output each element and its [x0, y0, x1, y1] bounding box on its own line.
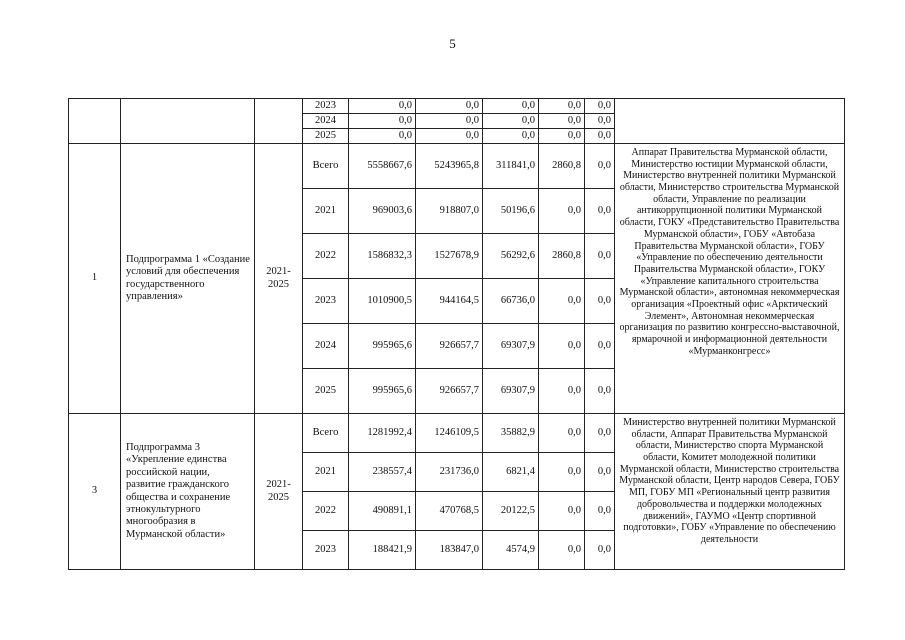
subprogram-name: Подпрограмма 1 «Создание условий для обеспечения государственного управления»	[121, 144, 255, 414]
year-cell: 2023	[303, 279, 349, 324]
regional-budget-cell: 944164,5	[416, 279, 483, 324]
table-row	[69, 99, 845, 114]
empty-name-cell	[121, 99, 255, 144]
other-sources-cell: 0,0	[585, 492, 615, 531]
total-cell: 238557,4	[349, 453, 416, 492]
local-budget-cell: 2860,8	[539, 144, 585, 189]
federal-budget-cell: 69307,9	[483, 369, 539, 414]
total-cell: 0,0	[349, 114, 416, 129]
table-row	[69, 144, 845, 189]
implementation-term: 2021-2025	[255, 414, 303, 570]
other-sources-cell: 0,0	[585, 369, 615, 414]
local-budget-cell: 0,0	[539, 453, 585, 492]
regional-budget-cell: 5243965,8	[416, 144, 483, 189]
total-cell: 188421,9	[349, 531, 416, 570]
other-sources-cell: 0,0	[585, 99, 615, 114]
row-number: 3	[69, 414, 121, 570]
year-cell: 2021	[303, 453, 349, 492]
federal-budget-cell: 56292,6	[483, 234, 539, 279]
total-cell: 1010900,5	[349, 279, 416, 324]
total-cell: 1281992,4	[349, 414, 416, 453]
regional-budget-cell: 1527678,9	[416, 234, 483, 279]
local-budget-cell: 0,0	[539, 189, 585, 234]
regional-budget-cell: 926657,7	[416, 324, 483, 369]
year-cell: 2023	[303, 531, 349, 570]
executors-cell: Министерство внутренней политики Мурманской области, Аппарат Правительства Мурманской области, Министерство спорта Мурманской области, Комитет молодежной политики Мурманской области, Министерство строительства Мурманской области, Центр народов Севера, ГОБУ МП, ГОБУ МП «Региональный центр развития добровольчества и поддержки молодежных движений», ГАУМО «Центр спортивной подготовки», ГОБУ «Управление по обеспечению деятельности	[615, 414, 845, 570]
year-cell: 2025	[303, 369, 349, 414]
row-number: 1	[69, 144, 121, 414]
budget-table	[68, 98, 845, 570]
local-budget-cell: 0,0	[539, 99, 585, 114]
other-sources-cell: 0,0	[585, 144, 615, 189]
other-sources-cell: 0,0	[585, 129, 615, 144]
local-budget-cell: 0,0	[539, 492, 585, 531]
year-cell: 2022	[303, 234, 349, 279]
federal-budget-cell: 4574,9	[483, 531, 539, 570]
regional-budget-cell: 926657,7	[416, 369, 483, 414]
local-budget-cell: 0,0	[539, 279, 585, 324]
total-cell: 0,0	[349, 99, 416, 114]
other-sources-cell: 0,0	[585, 189, 615, 234]
regional-budget-cell: 231736,0	[416, 453, 483, 492]
regional-budget-cell: 1246109,5	[416, 414, 483, 453]
other-sources-cell: 0,0	[585, 324, 615, 369]
local-budget-cell: 0,0	[539, 531, 585, 570]
empty-term-cell	[255, 99, 303, 144]
local-budget-cell: 0,0	[539, 369, 585, 414]
federal-budget-cell: 0,0	[483, 129, 539, 144]
federal-budget-cell: 69307,9	[483, 324, 539, 369]
federal-budget-cell: 35882,9	[483, 414, 539, 453]
regional-budget-cell: 0,0	[416, 129, 483, 144]
federal-budget-cell: 20122,5	[483, 492, 539, 531]
total-cell: 995965,6	[349, 369, 416, 414]
subprogram-name: Подпрограмма 3 «Укрепление единства российской нации, развитие гражданского общества и сохранение этнокультурного многообразия в Мурманской области»	[121, 414, 255, 570]
page-number: 5	[449, 36, 456, 51]
regional-budget-cell: 470768,5	[416, 492, 483, 531]
year-cell: 2025	[303, 129, 349, 144]
regional-budget-cell: 0,0	[416, 99, 483, 114]
year-cell: Всего	[303, 414, 349, 453]
local-budget-cell: 0,0	[539, 114, 585, 129]
federal-budget-cell: 311841,0	[483, 144, 539, 189]
total-cell: 969003,6	[349, 189, 416, 234]
other-sources-cell: 0,0	[585, 531, 615, 570]
other-sources-cell: 0,0	[585, 414, 615, 453]
local-budget-cell: 0,0	[539, 324, 585, 369]
federal-budget-cell: 66736,0	[483, 279, 539, 324]
year-cell: 2024	[303, 114, 349, 129]
implementation-term: 2021-2025	[255, 144, 303, 414]
federal-budget-cell: 0,0	[483, 114, 539, 129]
year-cell: 2023	[303, 99, 349, 114]
local-budget-cell: 0,0	[539, 129, 585, 144]
other-sources-cell: 0,0	[585, 234, 615, 279]
table-row	[69, 414, 845, 453]
regional-budget-cell: 0,0	[416, 114, 483, 129]
year-cell: 2024	[303, 324, 349, 369]
local-budget-cell: 0,0	[539, 414, 585, 453]
empty-executor-cell	[615, 99, 845, 144]
empty-num-cell	[69, 99, 121, 144]
total-cell: 1586832,3	[349, 234, 416, 279]
regional-budget-cell: 918807,0	[416, 189, 483, 234]
executors-cell: Аппарат Правительства Мурманской области, Министерство юстиции Мурманской области, Министерство внутренней политики Мурманской области, Министерство строительства Мурманской области, Управление по реализации антикоррупционной политики Мурманской области, ГОКУ «Представительство Правительства Мурманской области», ГОБУ «Автобаза Правительства Мурманской области», ГОБУ «Управление по обеспечению деятельности Правительства Мурманской области», ГОКУ «Управление капитального строительства Мурманской области», автономная некоммерческая организация «Проектный офис «Арктический Элемент», Автономная некоммерческая организация по развитию конгрессно-выставочной, ярмарочной и информационной деятельности «Мурманконгресс»	[615, 144, 845, 414]
other-sources-cell: 0,0	[585, 114, 615, 129]
year-cell: Всего	[303, 144, 349, 189]
federal-budget-cell: 0,0	[483, 99, 539, 114]
total-cell: 5558667,6	[349, 144, 416, 189]
other-sources-cell: 0,0	[585, 453, 615, 492]
total-cell: 0,0	[349, 129, 416, 144]
regional-budget-cell: 183847,0	[416, 531, 483, 570]
local-budget-cell: 2860,8	[539, 234, 585, 279]
year-cell: 2022	[303, 492, 349, 531]
total-cell: 995965,6	[349, 324, 416, 369]
other-sources-cell: 0,0	[585, 279, 615, 324]
total-cell: 490891,1	[349, 492, 416, 531]
federal-budget-cell: 6821,4	[483, 453, 539, 492]
federal-budget-cell: 50196,6	[483, 189, 539, 234]
year-cell: 2021	[303, 189, 349, 234]
